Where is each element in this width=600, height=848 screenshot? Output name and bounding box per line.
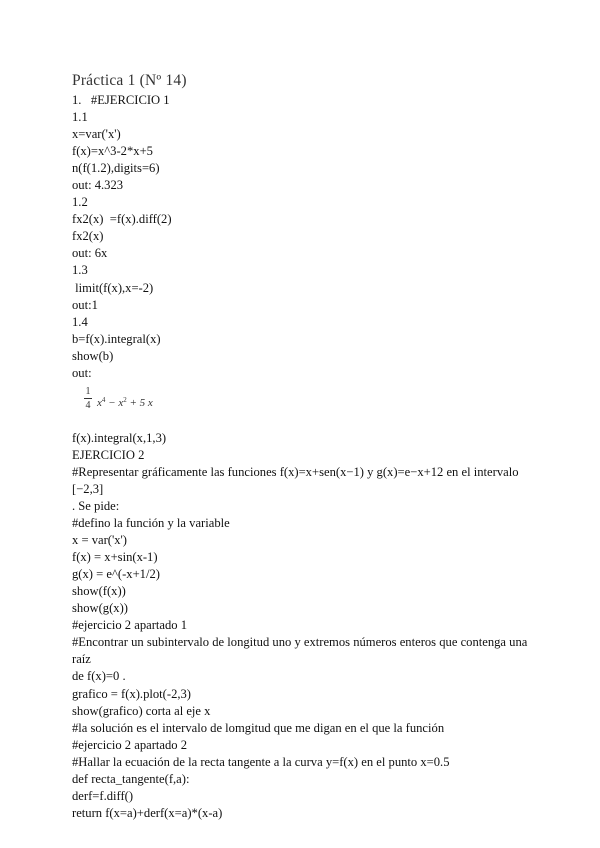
text-line: out:1 [72,297,98,312]
text-line: . Se pide: [72,498,120,513]
page-title: Práctica 1 (Nº 14) [72,72,187,89]
text-line: f(x) = x+sin(x-1) [72,550,158,565]
text-line: 1.2 [72,195,88,210]
formula-exponent-2: 2 [123,395,127,404]
formula-exponent-1: 4 [101,395,106,404]
fraction-numerator: 1 [85,385,91,397]
formula-tail: + 5 x [126,396,153,409]
text-line: de f(x)=0 . [72,669,126,684]
integral-result-formula [72,384,532,424]
text-line: #defino la función y la variable [72,516,230,531]
text-line: n(f(1.2),digits=6) [72,161,160,176]
text-line: raíz [72,652,91,667]
text-line: grafico = f(x).plot(-2,3) [72,686,192,701]
text-line: #ejercicio 2 apartado 2 [72,737,188,752]
text-line: fx2(x) =f(x).diff(2) [72,212,172,227]
formula-fraction [84,386,92,411]
text-line: show(g(x)) [72,601,128,616]
text-line: b=f(x).integral(x) [72,331,161,346]
exercise-1-block [72,92,532,382]
fraction-denominator: 4 [85,399,91,411]
text-line: out: 4.323 [72,178,124,193]
formula-middle: − x [105,396,124,409]
text-line: #ejercicio 2 apartado 1 [72,618,188,633]
fraction-bar [84,398,92,399]
text-line: #Encontrar un subintervalo de longitud uno y extremos números enteros que contenga una [72,635,528,650]
text-line: EJERCICIO 2 [72,447,145,462]
text-line: show(f(x)) [72,584,126,599]
text-line: 1.3 [72,263,88,278]
text-line: fx2(x) [72,229,104,244]
text-line: return f(x=a)+derf(x=a)*(x-a) [72,805,223,820]
text-line: show(grafico) corta al eje x [72,703,211,718]
text-line: f(x).integral(x,1,3) [72,430,167,445]
text-line: show(b) [72,348,114,363]
text-line: #la solución es el intervalo de lomgitud que me digan en el que la función [72,720,445,735]
text-line: #Hallar la ecuación de la recta tangente a la curva y=f(x) en el punto x=0.5 [72,754,450,769]
text-line: 1. #EJERCICIO 1 [72,93,170,107]
text-line: x = var('x') [72,533,127,548]
text-line: derf=f.diff() [72,788,134,803]
text-line: [−2,3] [72,481,104,496]
text-line: x=var('x') [72,127,121,142]
text-line: out: 6x [72,246,108,261]
text-line: def recta_tangente(f,a): [72,771,190,786]
text-line: #Representar gráficamente las funciones f(x)=x+sen(x−1) y g(x)=e−x+12 en el intervalo [72,464,519,479]
exercise-2-block [72,430,532,822]
text-line: f(x)=x^3-2*x+5 [72,144,153,159]
document-body [72,92,532,822]
text-line: 1.1 [72,110,88,125]
formula-var: x [97,396,102,409]
text-line: 1.4 [72,314,88,329]
formula-expression [97,392,153,412]
text-line: out: [72,365,92,380]
text-line: limit(f(x),x=-2) [72,280,154,295]
text-line: g(x) = e^(-x+1/2) [72,567,160,582]
